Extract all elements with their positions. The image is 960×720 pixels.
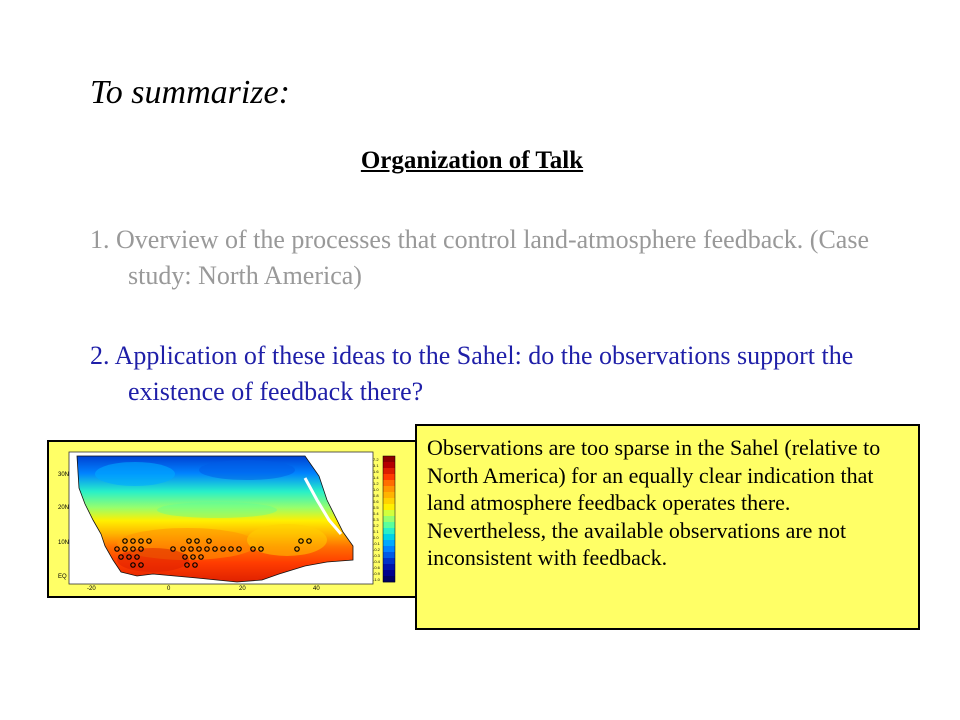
- colorbar-swatch: [383, 480, 395, 486]
- lat-label-30n: 30N: [58, 472, 70, 478]
- colorbar-tick-label: 0.8: [373, 492, 379, 498]
- colorbar-tick-label: -0.1: [373, 540, 380, 546]
- colorbar-tick-label: 0.1: [373, 528, 379, 534]
- colorbar-tick-label: 0.3: [373, 516, 379, 522]
- colorbar-tick-label: 0.6: [373, 498, 379, 504]
- colorbar-swatch: [383, 570, 395, 576]
- colorbar-tick-label: 0.4: [373, 510, 379, 516]
- colorbar-labels: [373, 457, 381, 582]
- colorbar-tick-label: -0.2: [373, 546, 380, 552]
- colorbar-swatch: [383, 462, 395, 468]
- colorbar-tick-label: -0.4: [373, 558, 380, 564]
- outline-item-1: 1. Overview of the processes that control land-atmosphere feedback. (Case study: North America): [90, 225, 869, 290]
- colorbar-swatch: [383, 516, 395, 522]
- lat-label-eq: EQ: [58, 574, 67, 580]
- colorbar-swatch: [383, 558, 395, 564]
- colorbar-tick-label: -1.0: [373, 576, 380, 582]
- colorbar-swatch: [383, 522, 395, 528]
- colorbar-swatch: [383, 486, 395, 492]
- colorbar-swatch: [383, 540, 395, 546]
- colorbar-tick-label: -0.6: [373, 564, 380, 570]
- colorbar-tick-label: 1.0: [373, 486, 379, 492]
- colorbar-tick-label: 1.2: [373, 480, 379, 486]
- colorbar-swatch: [383, 534, 395, 540]
- colorbar-swatch: [383, 564, 395, 570]
- colorbar-tick-label: 0.0: [373, 534, 379, 540]
- colorbar-swatch: [383, 498, 395, 504]
- colorbar-tick-label: 0.2: [373, 522, 379, 528]
- lon-label-40: 40: [313, 586, 320, 590]
- colorbar-swatch: [383, 474, 395, 480]
- colorbar-tick-label: 1.6: [373, 468, 379, 474]
- colorbar-tick-label: 1.4: [373, 474, 379, 480]
- lon-label-m20: -20: [87, 586, 96, 590]
- outline-item-2: 2. Application of these ideas to the Sahel: do the observations support the existence of feedback there?: [90, 341, 854, 406]
- colorbar-swatch: [383, 546, 395, 552]
- colorbar-swatch: [383, 468, 395, 474]
- section-heading: Organization of Talk: [360, 147, 584, 174]
- colorbar-swatch: [383, 528, 395, 534]
- colorbar-tick-label: 0.5: [373, 504, 379, 510]
- colorbar-swatch: [383, 510, 395, 516]
- colorbar-swatch: [383, 552, 395, 558]
- sahel-map: [57, 448, 409, 590]
- sahel-map-figure: [47, 440, 417, 598]
- latitude-labels: [58, 472, 69, 580]
- colorbar-tick-label: -0.9: [373, 570, 380, 576]
- colorbar-tick-label: 7.2: [373, 456, 379, 462]
- colorbar-swatch: [383, 492, 395, 498]
- colorbar-tick-label: -0.3: [373, 552, 380, 558]
- lon-label-20: 20: [239, 586, 246, 590]
- slide-title: To summarize:: [90, 74, 290, 111]
- lon-label-0: 0: [167, 586, 171, 590]
- lat-label-20n: 20N: [58, 505, 70, 511]
- colorbar-swatch: [383, 504, 395, 510]
- colorbar: [383, 456, 395, 582]
- lat-label-10n: 10N: [58, 540, 70, 546]
- longitude-labels: [87, 586, 320, 590]
- summary-note: Observations are too sparse in the Sahel (relative to North America) for an equally clear indication that land atmosphere feedback operates there. Nevertheless, the available observations are not inconsistent with feedback.: [415, 424, 920, 630]
- colorbar-tick-label: 3.1: [373, 462, 379, 468]
- colorbar-swatch: [383, 456, 395, 462]
- colorbar-swatch: [383, 576, 395, 582]
